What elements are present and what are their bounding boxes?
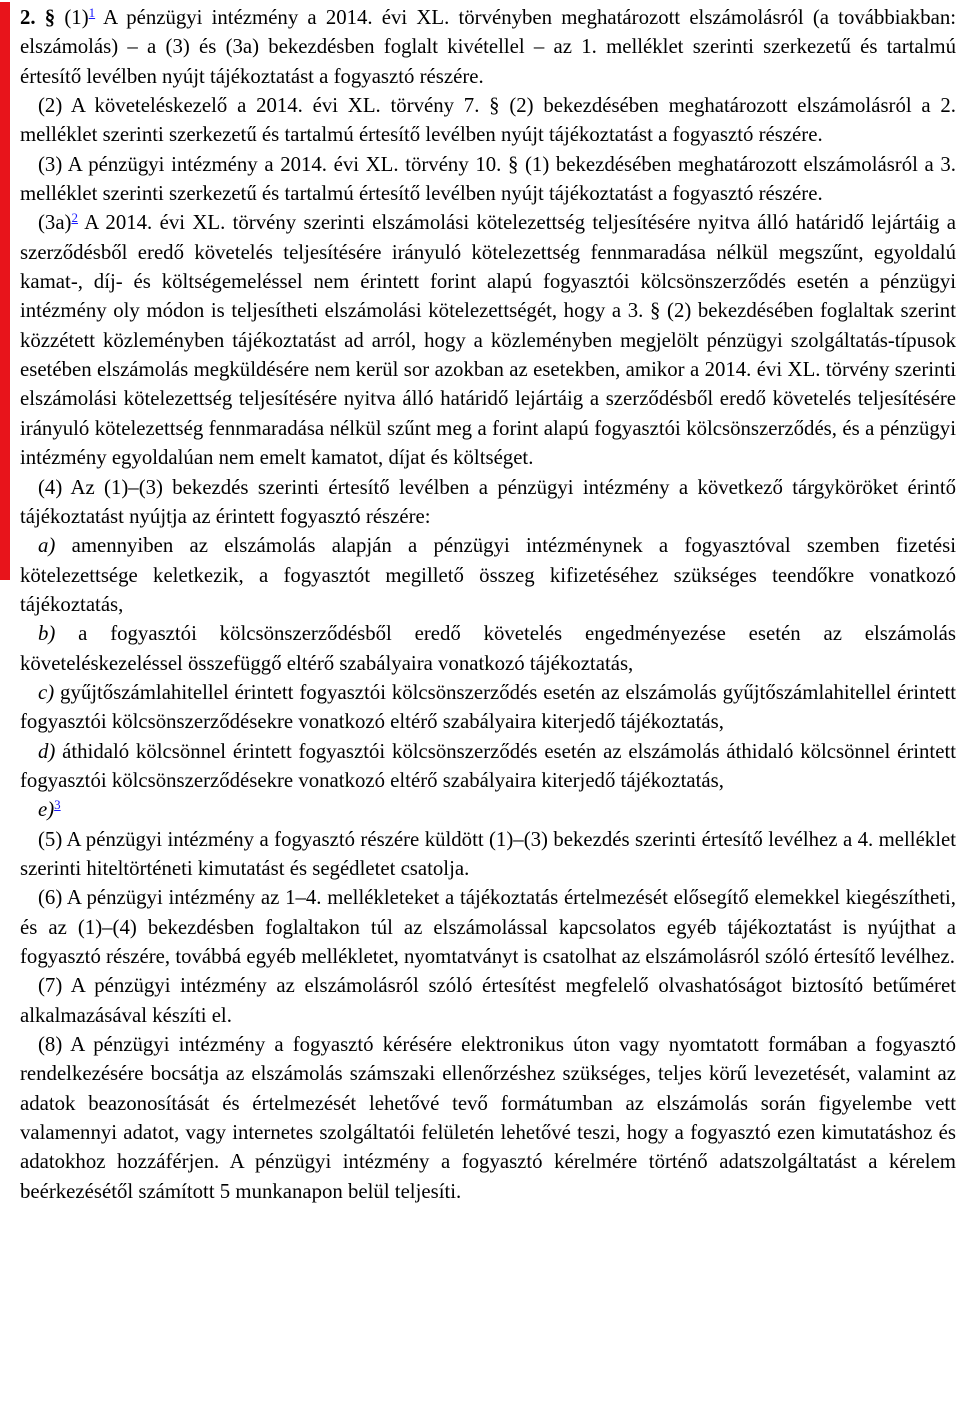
point-d bbox=[20, 737, 956, 796]
point-label: a) bbox=[38, 534, 56, 558]
point-label: e) bbox=[38, 798, 55, 822]
paragraph-3a bbox=[20, 208, 956, 472]
point-b bbox=[20, 619, 956, 678]
paragraph-6: (6) A pénzügyi intézmény az 1–4. mellékleteket a tájékoztatás értelmezését elősegítő elemekkel kiegészítheti, és az (1)–(4) bekezdésben foglaltakon túl az elszámolással kapcsolatos egyéb tájékoztatást is nyújthat a fogyasztó részére, továbbá egyéb mellékletet, nyomtatványt is csatolhat az elszámolásról szóló értesítő levélhez. bbox=[20, 886, 956, 968]
paragraph-text: A 2014. évi XL. törvény szerinti elszámolási kötelezettség teljesítésére nyitva álló határidő lejártáig a szerződésből eredő követelés teljesítésére irányuló kötelezettség fennmaradása nélkül megszűnt, egyoldalú kamat-, díj- és költségemeléssel nem érintett forint alapú fogyasztói kölcsönszerződés esetén a pénzügyi intézmény oly módon is teljesítheti elszámolási kötelezettségét, hogy a 3. § (2) bekezdésében foglaltak szerint közzétett közleményben tájékoztatást ad arról, hogy a közleményben megjelölt pénzügyi szolgáltatás-típusok esetében elszámolás megküldésére nem kerül sor azokban az esetekben, amikor a 2014. évi XL. törvény szerinti elszámolási kötelezettség teljesítésére nyitva álló határidő lejártáig a szerződésből eredő követelés teljesítésére irányuló kötelezettség fennmaradása nélkül szűnt meg a forint alapú fogyasztói kölcsönszerződés, és a pénzügyi intézmény egyoldalúan nem emelt kamatot, díjat és költséget. bbox=[20, 211, 956, 470]
paragraph-2: (2) A követeléskezelő a 2014. évi XL. törvény 7. § (2) bekezdésében meghatározott elszámolásról a 2. melléklet szerinti szerkezetű és tartalmú értesítő levélben nyújt tájékoztatást a fogyasztó részére. bbox=[20, 94, 956, 147]
point-text: gyűjtőszámlahitellel érintett fogyasztói kölcsönszerződés esetén az elszámolás gyűjtőszámlahitellel érintett fogyasztói kölcsönszerződésekre vonatkozó eltérő szabályaira kiterjedő tájékoztatás, bbox=[20, 680, 956, 734]
paragraph-label: (3a) bbox=[38, 211, 72, 235]
paragraph-5: (5) A pénzügyi intézmény a fogyasztó részére küldött (1)–(3) bekezdés szerinti értesítő levélhez a 4. melléklet szerinti hiteltörténeti kimutatást és segédletet csatolja. bbox=[20, 827, 956, 880]
paragraph-8: (8) A pénzügyi intézmény a fogyasztó kérésére elektronikus úton vagy nyomtatott formában a fogyasztó rendelkezésére bocsátja az elszámolás számszaki ellenőrzéshez szükséges, teljes körű levezetését, valamint az adatok beazonosítását és értelmezését lehetővé tevő formátumban az elszámolás során figyelembe vett valamennyi adatot, vagy internetes szolgáltatói felületén lehetővé teszi, hogy a fogyasztó ezen kimutatáshoz és adatokhoz hozzáférjen. A pénzügyi intézmény a fogyasztó kérelmére történő adatszolgáltatást a kérelem beérkezésétől számított 5 munkanapon belül teljesíti. bbox=[20, 1033, 956, 1203]
paragraph-text: A pénzügyi intézmény a 2014. évi XL. törvényben meghatározott elszámolásról (a továbbiakban: elszámolás) – a (3) és (3a) bekezdésben foglalt kivétellel – az 1. melléklet szerinti szerkezetű és tartalmú értesítő levélben nyújt tájékoztatást a fogyasztó részére. bbox=[20, 6, 956, 88]
point-label: d) bbox=[38, 739, 56, 763]
section-number: 2. § bbox=[20, 6, 56, 29]
paragraph-3: (3) A pénzügyi intézmény a 2014. évi XL. törvény 10. § (1) bekezdésében meghatározott elszámolásról a 3. melléklet szerinti szerkezetű és tartalmú értesítő levélben nyújt tájékoztatást a fogyasztó részére. bbox=[20, 152, 956, 206]
point-text: a fogyasztói kölcsönszerződésből eredő követelés engedményezése esetén az elszámolás követeléskezeléssel összefüggő eltérő szabályaira vonatkozó tájékoztatás, bbox=[20, 622, 956, 675]
paragraph-4: (4) Az (1)–(3) bekezdés szerinti értesítő levélben a pénzügyi intézmény a következő tárgyköröket érintő tájékoztatást nyújtja az érintett fogyasztó részére: bbox=[20, 475, 956, 528]
section-body bbox=[20, 3, 956, 1206]
point-label: c) bbox=[38, 680, 55, 704]
change-bar bbox=[0, 2, 10, 580]
footnote-link-3[interactable]: 3 bbox=[54, 797, 61, 813]
paragraph-7: (7) A pénzügyi intézmény az elszámolásról szóló értesítést megfelelő olvashatóságot biztosító betűméret alkalmazásával készíti el. bbox=[20, 974, 956, 1027]
point-a bbox=[20, 531, 956, 619]
point-text: áthidaló kölcsönnel érintett fogyasztói kölcsönszerződés esetén az elszámolás áthidaló kölcsönnel érintett fogyasztói kölcsönszerződésekre vonatkozó eltérő szabályaira kiterjedő tájékoztatás, bbox=[20, 739, 957, 792]
point-e bbox=[20, 795, 956, 824]
paragraph-1 bbox=[20, 3, 956, 91]
footnote-link-1[interactable]: 1 bbox=[88, 5, 96, 20]
point-label: b) bbox=[38, 622, 56, 646]
paragraph-label: (1) bbox=[64, 6, 89, 29]
point-text: amennyiben az elszámolás alapján a pénzügyi intézménynek a fogyasztóval szemben fizetési kötelezettsége keletkezik, a fogyasztót megillető összeg kifizetéséhez szükséges teendőkre vonatkozó tájékoztatás, bbox=[20, 534, 956, 616]
point-c bbox=[20, 678, 956, 737]
footnote-link-2[interactable]: 2 bbox=[71, 210, 78, 226]
